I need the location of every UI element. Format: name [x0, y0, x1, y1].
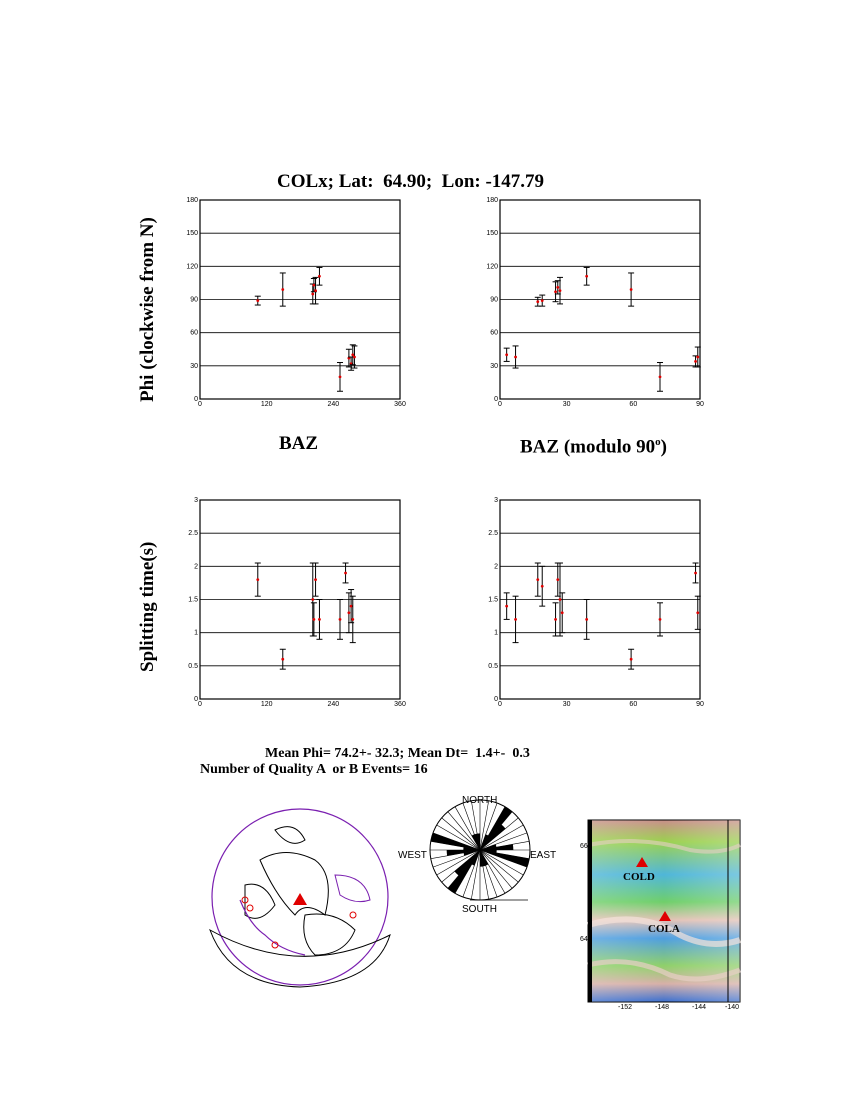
data-point	[255, 563, 261, 596]
x-tick-label: 90	[696, 701, 704, 708]
rose-south-label: SOUTH	[462, 904, 497, 915]
data-point	[535, 563, 541, 596]
phi-baz-plot	[188, 192, 418, 407]
splitting-time-axis-label: Splitting time(s)	[137, 541, 158, 672]
data-point	[513, 346, 519, 368]
point-marker	[351, 353, 354, 356]
point-marker	[630, 288, 633, 291]
x-tick-label: 120	[260, 701, 273, 708]
dt-baz-plot	[188, 492, 418, 707]
event-count: Number of Quality A or B Events= 16	[200, 762, 428, 777]
y-tick-label: 180	[186, 197, 198, 204]
data-point	[628, 273, 634, 306]
data-point	[535, 297, 541, 306]
map-lat-tick: 64	[580, 936, 588, 943]
point-marker	[694, 360, 697, 363]
map-lon-tick: -140	[725, 1004, 740, 1011]
point-marker	[554, 618, 557, 621]
x-tick-label: 90	[696, 401, 704, 408]
point-marker	[312, 284, 315, 287]
point-marker	[312, 618, 315, 621]
point-marker	[696, 611, 699, 614]
point-marker	[514, 618, 517, 621]
y-tick-label: 60	[490, 329, 498, 337]
y-tick-label: 150	[486, 230, 498, 238]
point-marker	[541, 585, 544, 588]
topo-map	[580, 815, 745, 1010]
point-marker	[541, 299, 544, 302]
data-point	[513, 596, 519, 642]
point-marker	[505, 353, 508, 356]
data-point	[280, 273, 286, 306]
point-marker	[536, 300, 539, 303]
point-marker	[353, 356, 356, 359]
y-tick-label: 90	[490, 296, 498, 304]
rose-east-label: EAST	[530, 850, 557, 861]
y-tick-label: 2.5	[488, 530, 498, 538]
point-marker	[314, 578, 317, 581]
point-marker	[314, 289, 317, 292]
point-marker	[339, 375, 342, 378]
phi-axis-label: Phi (clockwise from N)	[137, 217, 158, 402]
x-tick-label: 60	[629, 701, 638, 708]
point-marker	[585, 618, 588, 621]
data-point	[311, 603, 317, 636]
dt-baz-mod90-plot	[488, 492, 718, 707]
y-tick-label: 0	[194, 396, 198, 403]
point-marker	[694, 572, 697, 575]
data-point	[316, 267, 322, 285]
x-tick-label: 0	[198, 701, 202, 708]
data-point	[553, 603, 559, 636]
data-point	[657, 603, 663, 636]
map-lon-tick: -144	[692, 1004, 707, 1011]
point-marker	[256, 578, 259, 581]
mean-stats: Mean Phi= 74.2+- 32.3; Mean Dt= 1.4+- 0.3	[265, 746, 530, 761]
x-tick-label: 60	[629, 401, 638, 408]
y-tick-label: 90	[190, 296, 198, 304]
page-title: COLx; Lat: 64.90; Lon: -147.79	[277, 171, 545, 192]
point-marker	[556, 286, 559, 289]
y-tick-label: 150	[186, 230, 198, 238]
baz-axis-label: BAZ	[279, 433, 319, 454]
station-triangle-icon	[293, 893, 307, 905]
point-marker	[350, 605, 353, 608]
point-marker	[256, 299, 259, 302]
x-tick-label: 30	[562, 701, 571, 708]
y-tick-label: 30	[490, 362, 498, 370]
point-marker	[559, 289, 562, 292]
map-lon-tick: -152	[618, 1004, 633, 1011]
point-marker	[311, 598, 314, 601]
station-cold-label: COLD	[623, 871, 655, 883]
y-tick-label: 3	[494, 497, 498, 504]
point-marker	[659, 375, 662, 378]
x-tick-label: 240	[327, 701, 340, 708]
map-lat-tick: 66	[580, 843, 588, 850]
data-point	[316, 600, 322, 640]
point-marker	[696, 356, 699, 359]
y-tick-label: 0	[194, 696, 198, 703]
y-tick-label: 30	[190, 362, 198, 370]
point-marker	[659, 618, 662, 621]
y-tick-label: 60	[190, 329, 198, 337]
point-marker	[585, 275, 588, 278]
x-tick-label: 30	[562, 401, 571, 408]
y-tick-label: 1	[494, 629, 498, 637]
point-marker	[536, 578, 539, 581]
y-tick-label: 0	[494, 396, 498, 403]
data-point	[255, 296, 261, 305]
data-point	[539, 566, 545, 606]
point-marker	[554, 290, 557, 293]
data-point	[337, 363, 343, 392]
data-point	[504, 348, 510, 361]
y-tick-label: 3	[194, 497, 198, 504]
point-marker	[559, 598, 562, 601]
point-marker	[351, 618, 354, 621]
point-marker	[514, 356, 517, 359]
y-tick-label: 120	[486, 263, 498, 271]
station-cola-label: COLA	[648, 923, 680, 935]
data-point	[584, 267, 590, 285]
y-tick-label: 0	[494, 696, 498, 703]
rose-north-label: NORTH	[462, 795, 498, 806]
point-marker	[281, 658, 284, 661]
x-tick-label: 120	[260, 401, 273, 408]
point-marker	[311, 293, 314, 296]
data-point	[539, 295, 545, 306]
y-tick-label: 0.5	[488, 662, 498, 670]
phi-baz-mod90-plot	[488, 192, 718, 407]
globe-projection	[205, 805, 395, 995]
point-marker	[318, 275, 321, 278]
point-marker	[561, 611, 564, 614]
data-point	[310, 284, 316, 304]
rose-west-label: WEST	[398, 850, 427, 861]
x-tick-label: 360	[394, 401, 406, 408]
y-tick-label: 180	[486, 197, 498, 204]
data-point	[337, 600, 343, 640]
y-tick-label: 1.5	[488, 596, 498, 604]
y-tick-label: 1.5	[188, 596, 198, 604]
y-tick-label: 2	[194, 563, 198, 571]
baz-mod90-axis-label: BAZ (modulo 90$^o$)	[520, 436, 667, 458]
x-tick-label: 0	[198, 401, 202, 408]
data-point	[313, 563, 319, 596]
y-tick-label: 2	[494, 563, 498, 571]
y-tick-label: 120	[186, 263, 198, 271]
x-tick-label: 0	[498, 401, 502, 408]
data-point	[584, 600, 590, 640]
point-marker	[505, 605, 508, 608]
x-tick-label: 360	[394, 701, 406, 708]
x-tick-label: 240	[327, 401, 340, 408]
point-marker	[344, 572, 347, 575]
point-marker	[339, 618, 342, 621]
map-lon-tick: -148	[655, 1004, 670, 1011]
y-tick-label: 0.5	[188, 662, 198, 670]
data-point	[504, 593, 510, 620]
y-tick-label: 2.5	[188, 530, 198, 538]
point-marker	[556, 578, 559, 581]
y-tick-label: 1	[194, 629, 198, 637]
point-marker	[630, 658, 633, 661]
point-marker	[281, 288, 284, 291]
data-point	[657, 363, 663, 392]
x-tick-label: 0	[498, 701, 502, 708]
point-marker	[347, 611, 350, 614]
point-marker	[318, 618, 321, 621]
